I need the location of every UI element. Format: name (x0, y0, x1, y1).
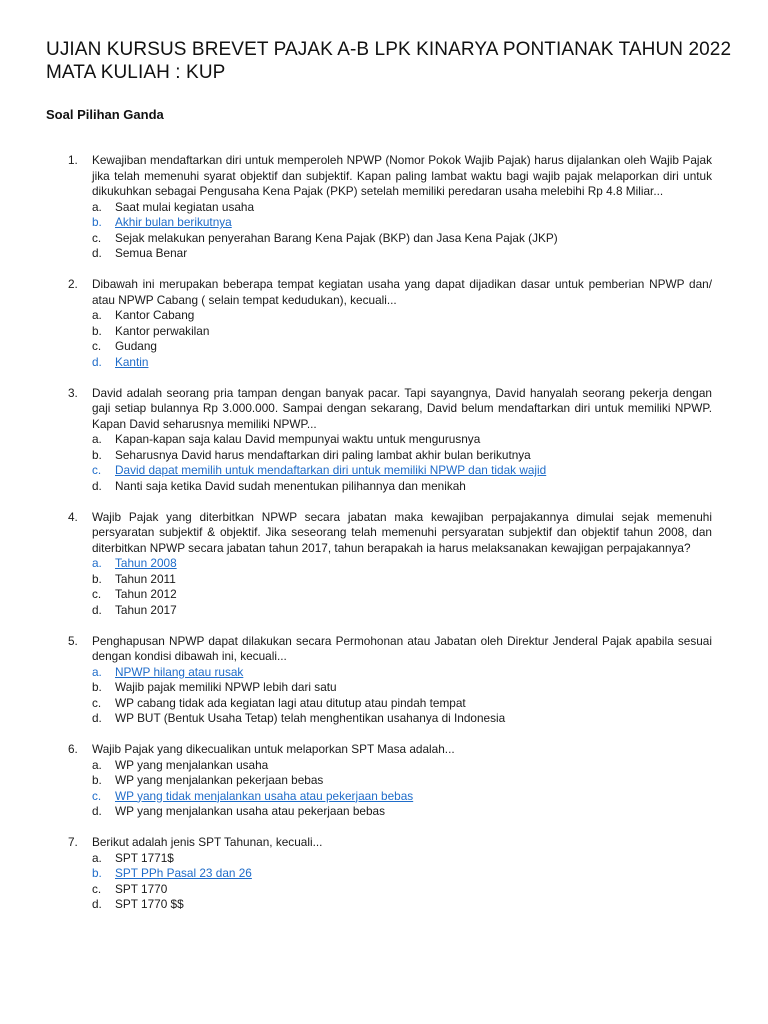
question-text: Penghapusan NPWP dapat dilakukan secara Permohonan atau Jabatan oleh Direktur Jenderal Pajak apabila sesuai dengan kondisi dibawah ini, kecuali... (92, 633, 712, 663)
option-label: b. (92, 866, 102, 880)
option-text: Tahun 2011 (115, 571, 176, 586)
option-text: SPT 1770 (115, 881, 168, 896)
option-label: b. (92, 323, 102, 338)
option-text: Seharusnya David harus mendaftarkan diri paling lambat akhir bulan berikutnya (115, 447, 531, 462)
option-label: d. (92, 478, 102, 493)
document-title (46, 38, 731, 84)
answer-option (92, 448, 712, 464)
question-item (46, 510, 712, 619)
answer-option (92, 200, 712, 216)
title-line-1: UJIAN KURSUS BREVET PAJAK A-B LPK KINARYA PONTIANAK TAHUN 2022 (46, 39, 732, 60)
answer-option-correct (92, 789, 712, 805)
question-number: 4. (68, 509, 78, 524)
answer-option (92, 339, 712, 355)
answer-option (92, 882, 712, 898)
question-item (46, 153, 712, 262)
answer-option (92, 587, 712, 603)
option-text: SPT PPh Pasal 23 dan 26 (115, 866, 252, 880)
option-text: Nanti saja ketika David sudah menentukan pilihannya dan menikah (115, 478, 466, 493)
option-label: b. (92, 680, 102, 694)
option-text: Sejak melakukan penyerahan Barang Kena Pajak (BKP) dan Jasa Kena Pajak (JKP) (115, 230, 558, 245)
question-item (46, 742, 712, 820)
option-label: d. (92, 354, 102, 369)
option-label: c. (92, 463, 102, 477)
answer-option-correct (92, 665, 712, 681)
option-label: a. (92, 757, 102, 772)
answer-option-correct (92, 556, 712, 572)
question-number: 3. (68, 385, 78, 400)
option-label: a. (92, 850, 102, 865)
answer-option (92, 711, 712, 727)
option-text: WP yang menjalankan usaha (115, 757, 269, 772)
answer-option (92, 308, 712, 324)
answer-option-correct (92, 215, 712, 231)
title-line-2: MATA KULIAH : KUP (46, 62, 226, 83)
answer-option (92, 246, 712, 262)
answer-option-correct (92, 463, 712, 479)
option-text: NPWP hilang atau rusak (115, 664, 244, 679)
option-label: c. (92, 695, 102, 710)
answer-option-correct (92, 866, 712, 882)
option-label: c. (92, 881, 102, 896)
option-label: a. (92, 664, 102, 679)
answer-option (92, 773, 712, 789)
option-label: b. (92, 571, 102, 586)
answer-option-correct (92, 355, 712, 371)
option-text: WP BUT (Bentuk Usaha Tetap) telah menghentikan usahanya di Indonesia (115, 711, 506, 725)
option-label: c. (92, 788, 102, 803)
option-label: d. (92, 897, 102, 911)
question-number: 1. (68, 153, 78, 167)
question-text: Berikut adalah jenis SPT Tahunan, kecuali... (92, 835, 323, 849)
option-label: b. (92, 215, 102, 229)
answer-option (92, 432, 712, 448)
question-text: Wajib Pajak yang diterbitkan NPWP secara jabatan maka kewajiban perpajakannya dimulai sejak memenuhi persyaratan subjektif & objektif. Jika seseorang telah memenuhi persyaratan subjektif dan objektif tahun 2008, dan diterbitkan NPWP secara jabatan tahun 2017, tahun berapakah ia harus melaksanakan kewajigan perpajakannya? (92, 509, 712, 555)
answer-option (92, 897, 712, 913)
question-text: David adalah seorang pria tampan dengan banyak pacar. Tapi sayangnya, David hanyalah seorang pekerja dengan gaji setiap bulannya Rp 3.000.000. Sampai dengan sekarang, David belum mendaftarkan diri untuk memiliki NPWP. Kapan David seharusnya memiliki NPWP... (92, 385, 712, 431)
question-text: Kewajiban mendaftarkan diri untuk memperoleh NPWP (Nomor Pokok Wajib Pajak) harus dijalankan oleh Wajib Pajak jika telah memenuhi syarat objektif dan subjektif. Kapan paling lambat waktu bagi wajib pajak melaporkan diri untuk dikukuhkan sebagai Pengusaha Kena Pajak (PKP) setelah memiliki peredaran usaha melebihi Rp 4.8 Miliar... (92, 153, 712, 198)
option-label: a. (92, 432, 102, 446)
option-label: d. (92, 602, 102, 617)
answer-option (92, 680, 712, 696)
option-label: c. (92, 587, 102, 601)
option-text: WP yang menjalankan pekerjaan bebas (115, 773, 324, 787)
option-label: a. (92, 199, 102, 214)
option-label: b. (92, 447, 102, 462)
section-heading: Soal Pilihan Ganda (46, 107, 164, 122)
option-text: Tahun 2012 (115, 587, 177, 601)
question-item (46, 835, 712, 913)
option-text: Kantin (115, 354, 149, 369)
option-text: Akhir bulan berikutnya (115, 215, 232, 229)
option-text: Kapan-kapan saja kalau David mempunyai waktu untuk mengurusnya (115, 432, 481, 446)
question-item (46, 634, 712, 727)
answer-option (92, 231, 712, 247)
answer-option (92, 696, 712, 712)
answer-option (92, 804, 712, 820)
question-item (46, 277, 712, 370)
question-text: Dibawah ini merupakan beberapa tempat kegiatan usaha yang dapat dijadikan dasar untuk pemberian NPWP dan/ atau NPWP Cabang ( selain tempat kedudukan), kecuali... (92, 277, 712, 307)
answer-option (92, 851, 712, 867)
option-label: a. (92, 556, 102, 570)
option-label: d. (92, 246, 102, 260)
question-text: Wajib Pajak yang dikecualikan untuk melaporkan SPT Masa adalah... (92, 742, 455, 756)
option-label: b. (92, 773, 102, 787)
question-number: 6. (68, 742, 78, 756)
question-number: 5. (68, 633, 78, 648)
option-label: c. (92, 230, 102, 245)
option-label: a. (92, 308, 102, 322)
question-item (46, 386, 712, 495)
option-text: Semua Benar (115, 246, 188, 260)
option-text: Tahun 2017 (115, 602, 177, 617)
option-text: SPT 1770 $$ (115, 897, 184, 911)
option-label: c. (92, 339, 102, 353)
question-number: 7. (68, 835, 78, 849)
answer-option (92, 572, 712, 588)
answer-option (92, 758, 712, 774)
option-text: David dapat memilih untuk mendaftarkan diri untuk memiliki NPWP dan tidak wajid (115, 463, 547, 477)
answer-option (92, 479, 712, 495)
option-text: WP cabang tidak ada kegiatan lagi atau ditutup atau pindah tempat (115, 695, 466, 710)
answer-option (92, 324, 712, 340)
option-label: d. (92, 804, 102, 818)
option-text: Tahun 2008 (115, 556, 177, 570)
option-text: WP yang menjalankan usaha atau pekerjaan bebas (115, 804, 385, 818)
question-list (46, 153, 712, 913)
question-number: 2. (68, 277, 78, 291)
option-text: Gudang (115, 339, 157, 353)
option-text: WP yang tidak menjalankan usaha atau pekerjaan bebas (115, 788, 414, 803)
option-text: SPT 1771$ (115, 850, 174, 865)
option-label: d. (92, 711, 102, 725)
option-text: Saat mulai kegiatan usaha (115, 199, 255, 214)
option-text: Kantor perwakilan (115, 323, 210, 338)
option-text: Wajib pajak memiliki NPWP lebih dari satu (115, 680, 337, 694)
option-text: Kantor Cabang (115, 308, 195, 322)
answer-option (92, 603, 712, 619)
